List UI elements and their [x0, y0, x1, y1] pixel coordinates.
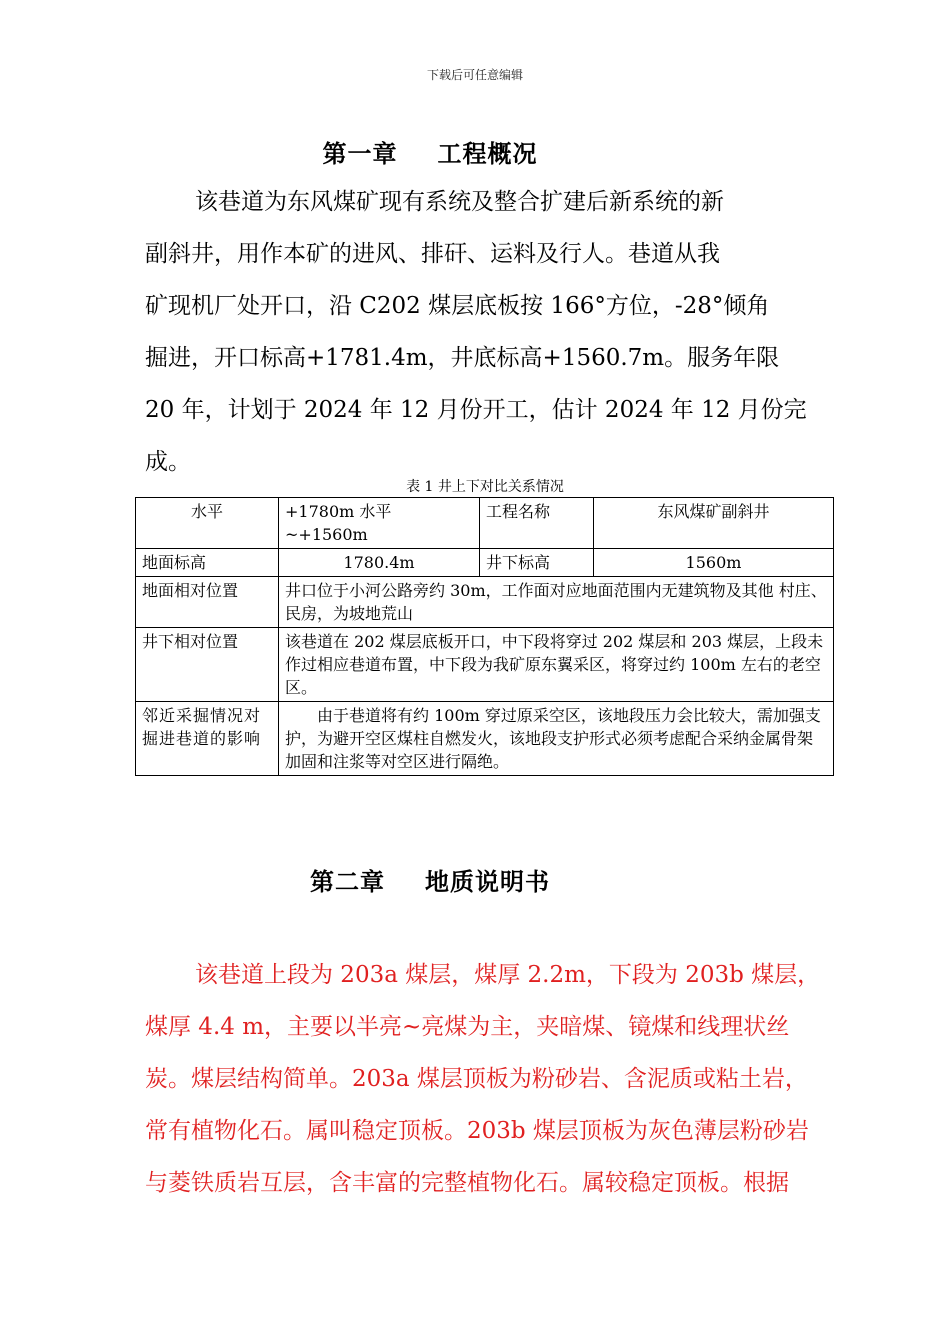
table-value-cell: 东风煤矿副斜井: [594, 498, 834, 549]
table-value-cell: 由于巷道将有约 100m 穿过原采空区，该地段压力会比较大，需加强支护，为避开空区煤柱自燃发火，该地段支护形式必须考虑配合采纳金属骨架加固和注浆等对空区进行隔绝。: [279, 702, 834, 776]
paragraph-line: 副斜井，用作本矿的进风、排矸、运料及行人。巷道从我: [145, 241, 720, 267]
table-label-cell: 井下标高: [480, 549, 594, 577]
table-label-cell: 井下相对位置: [136, 628, 279, 702]
table-value-cell: 1780.4m: [279, 549, 480, 577]
table-row: [136, 577, 834, 628]
table-row: [136, 702, 834, 776]
table-row: [136, 498, 834, 549]
table-value-cell: 该巷道在 202 煤层底板开口，中下段将穿过 202 煤层和 203 煤层，上段未作过相应巷道布置，中下段为我矿原东翼采区，将穿过约 100m 左右的老空区。: [279, 628, 834, 702]
table-row: [136, 549, 834, 577]
table-label-cell: 工程名称: [480, 498, 594, 549]
paragraph-line: 与菱铁质岩互层，含丰富的完整植物化石。属较稳定顶板。根据: [145, 1170, 789, 1196]
table-label-cell: 地面标高: [136, 549, 279, 577]
paragraph-line: 该巷道为东风煤矿现有系统及整合扩建后新系统的新: [195, 189, 724, 215]
table-row: [136, 628, 834, 702]
table-value-cell: 井口位于小河公路旁约 30m，工作面对应地面范围内无建筑物及其他 村庄、民房，为坡地荒山: [279, 577, 834, 628]
chapter-2-number: 第二章: [310, 867, 385, 896]
paragraph-line: 掘进，开口标高+1781.4m，井底标高+1560.7m。服务年限: [145, 345, 780, 371]
paragraph-line: 该巷道上段为 203a 煤层，煤厚 2.2m，下段为 203b 煤层，: [195, 962, 821, 988]
chapter-1-paragraph: [145, 176, 810, 488]
table-label-cell: 水平: [136, 498, 279, 549]
chapter-2-title: 地质说明书: [425, 867, 550, 896]
table-value-cell: 1560m: [594, 549, 834, 577]
paragraph-line: 矿现机厂处开口，沿 C202 煤层底板按 166°方位，-28°倾角: [145, 293, 770, 319]
table-caption: 表 1 井上下对比关系情况: [406, 479, 564, 495]
table-value-cell: +1780m 水平~+1560m: [279, 498, 480, 549]
paragraph-line: 20 年，计划于 2024 年 12 月份开工，估计 2024 年 12 月份完: [145, 397, 807, 423]
comparison-table: [135, 497, 834, 776]
table-label-cell: 邻近采掘情况对掘进巷道的影响: [136, 702, 279, 776]
page-header: 下载后可任意编辑: [426, 68, 523, 82]
paragraph-line: 煤厚 4.4 m，主要以半亮~亮煤为主，夹暗煤、镜煤和线理状丝: [145, 1014, 790, 1040]
chapter-1-number: 第一章: [322, 139, 398, 168]
chapter-2-heading: [0, 862, 860, 897]
paragraph-line: 常有植物化石。属叫稳定顶板。203b 煤层顶板为灰色薄层粉砂岩: [145, 1118, 809, 1144]
paragraph-line: 炭。煤层结构简单。203a 煤层顶板为粉砂岩、含泥质或粘土岩，: [145, 1066, 808, 1092]
chapter-1-heading: [0, 134, 860, 169]
paragraph-line: 成。: [145, 449, 191, 475]
table-label-cell: 地面相对位置: [136, 577, 279, 628]
chapter-2-paragraph: [145, 949, 821, 1209]
chapter-1-title: 工程概况: [437, 139, 538, 168]
